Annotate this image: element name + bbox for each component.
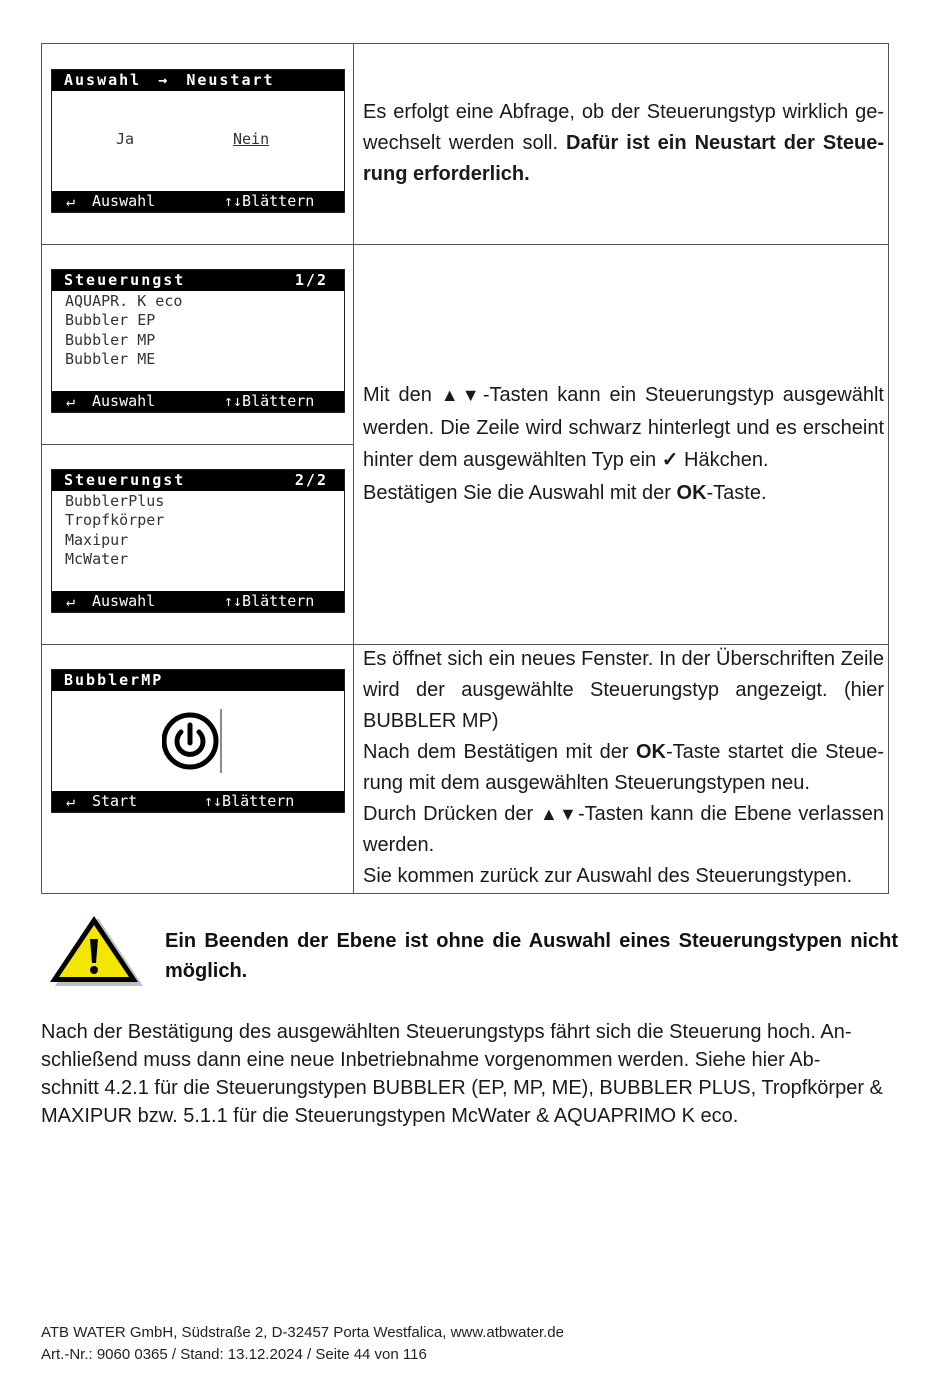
lcd-header-title: Steuerungst	[64, 471, 186, 489]
desc-line	[363, 444, 884, 477]
lcd-bubblermp-start	[51, 669, 345, 813]
body-line: schnitt 4.2.1 für die Steuerungstypen BUBBLER (EP, MP, ME), BUBBLER PLUS, Tropfkörper &	[41, 1077, 883, 1099]
footer-company: ATB WATER GmbH, Südstraße 2, D-32457 Porta Westfalica, www.atbwater.de	[41, 1324, 564, 1341]
lcd-header	[52, 470, 344, 491]
page-footer	[41, 1322, 564, 1366]
warning-line: Ein Beenden der Ebene ist ohne die Auswahl eines Steuerungstypen nicht	[165, 930, 898, 952]
lcd-list-item[interactable]: Bubbler ME	[65, 349, 156, 368]
lcd-footer	[52, 591, 344, 612]
body-line: MAXIPUR bzw. 5.1.1 für die Steuerungstypen McWater & AQUAPRIMO K eco.	[41, 1105, 739, 1127]
ok-key-label: OK	[676, 481, 707, 504]
enter-icon: ↵	[66, 792, 76, 810]
footer-scroll-label: ↑↓Blättern	[204, 792, 295, 810]
lcd-list	[52, 291, 344, 369]
lcd-page-indicator: 2/2	[294, 471, 328, 489]
desc-text: Bestätigen Sie die Auswahl mit der	[363, 481, 677, 504]
power-icon[interactable]	[162, 707, 222, 773]
footer-select-label: Auswahl	[92, 592, 156, 610]
up-down-arrows-icon: ▲▼	[539, 804, 578, 824]
desc-line: rung mit dem ausgewählten Steuerungstypen neu.	[363, 772, 810, 794]
warning-text	[165, 926, 898, 986]
enter-icon: ↵	[66, 592, 76, 610]
lcd-header-title: Steuerungst	[64, 271, 186, 289]
row-divider	[42, 244, 888, 245]
footer-scroll-label: ↑↓Blättern	[224, 592, 315, 610]
lcd-list-item[interactable]: Bubbler EP	[65, 311, 156, 330]
option-yes[interactable]: Ja	[116, 130, 135, 148]
footer-article: Art.-Nr.: 9060 0365 / Stand: 13.12.2024 / Seite 44 von 116	[41, 1346, 427, 1363]
desc-text: -Tasten kann ein Steuerungstyp ausgewählt	[482, 384, 884, 406]
lcd-list-item[interactable]: Bubbler MP	[65, 330, 156, 349]
lcd-header-title: BubblerMP	[64, 671, 164, 689]
desc-line	[363, 477, 884, 510]
footer-scroll-label: ↑↓Blättern	[224, 192, 315, 210]
desc-line	[363, 159, 884, 190]
lcd-header	[52, 270, 344, 291]
ok-key-label: OK	[635, 741, 666, 763]
desc-line: Es erfolgt eine Abfrage, ob der Steuerungstyp wirklich ge-	[363, 101, 884, 123]
lcd-controller-type-page2	[51, 469, 345, 613]
up-down-arrows-icon: ▲▼	[440, 385, 483, 405]
enter-icon: ↵	[66, 192, 76, 210]
lcd-restart-confirm	[51, 69, 345, 213]
lcd-header-left: Auswahl	[64, 71, 142, 89]
lcd-footer	[52, 791, 344, 812]
enter-icon: ↵	[66, 392, 76, 410]
lcd-header	[52, 70, 344, 91]
desc-bold: Dafür ist ein Neustart der Steue-	[566, 132, 884, 154]
lcd-list-item[interactable]: BubblerPlus	[65, 492, 165, 510]
option-no[interactable]: Nein	[233, 130, 270, 148]
body-line: schließend muss dann eine neue Inbetriebnahme vorgenommen werden. Siehe hier Ab-	[41, 1049, 821, 1071]
desc-text: -Tasten kann die Ebene verlassen	[577, 803, 884, 825]
lcd-list-item[interactable]: AQUAPR. K eco	[65, 292, 183, 310]
arrow-right-icon: →	[158, 71, 170, 89]
footer-start-label: Start	[92, 792, 138, 810]
column-divider	[353, 44, 354, 893]
row1-description	[363, 97, 884, 190]
desc-text: -Taste.	[706, 481, 767, 504]
desc-line: Es öffnet sich ein neues Fenster. In der Überschriften Zeile	[363, 648, 884, 670]
lcd-footer	[52, 191, 344, 212]
desc-text: hinter dem ausgewählten Typ ein	[363, 449, 662, 471]
lcd-page-indicator: 1/2	[294, 271, 328, 289]
lcd-controller-type-page1	[51, 269, 345, 413]
desc-text: Nach dem Bestätigen mit der	[363, 741, 636, 763]
left-cell-divider	[42, 444, 353, 445]
warning-icon	[48, 912, 144, 988]
checkmark-icon: ✓	[661, 449, 679, 471]
row2-description	[363, 379, 884, 509]
desc-line: werden. Die Zeile wird schwarz hinterlegt und es erscheint	[363, 416, 884, 439]
instruction-table	[41, 43, 889, 894]
desc-bold: rung erforderlich.	[363, 163, 530, 185]
body-line: Nach der Bestätigung des ausgewählten Steuerungstyps fährt sich die Steuerung hoch. An-	[41, 1021, 852, 1043]
warning-line: möglich.	[165, 960, 248, 982]
footer-select-label: Auswahl	[92, 392, 156, 410]
desc-text: -Taste startet die Steue-	[665, 741, 884, 763]
desc-line: Sie kommen zurück zur Auswahl des Steuerungstypen.	[363, 865, 853, 887]
lcd-list-item[interactable]: Maxipur	[65, 530, 129, 549]
footer-scroll-label: ↑↓Blättern	[224, 392, 315, 410]
row3-description	[363, 644, 884, 892]
footer-select-label: Auswahl	[92, 192, 156, 210]
desc-text: Mit den	[363, 384, 441, 406]
desc-line	[363, 737, 884, 768]
lcd-footer	[52, 391, 344, 412]
desc-line	[363, 128, 884, 159]
lcd-list-item[interactable]: McWater	[65, 549, 129, 568]
desc-text: Durch Drücken der	[363, 803, 540, 825]
desc-text: Häkchen.	[678, 449, 769, 471]
desc-line	[363, 379, 884, 412]
desc-line	[363, 799, 884, 830]
desc-line: BUBBLER MP)	[363, 710, 499, 732]
lcd-header	[52, 670, 344, 691]
lcd-list-item[interactable]: Tropfkörper	[65, 511, 165, 530]
lcd-list	[52, 491, 344, 569]
lcd-header-right: Neustart	[186, 71, 275, 89]
desc-line: wird der ausgewählte Steuerungstyp angezeigt. (hier	[363, 679, 884, 701]
desc-text: wechselt werden soll.	[363, 132, 567, 154]
body-paragraph	[41, 1018, 889, 1130]
desc-line: werden.	[363, 834, 435, 856]
